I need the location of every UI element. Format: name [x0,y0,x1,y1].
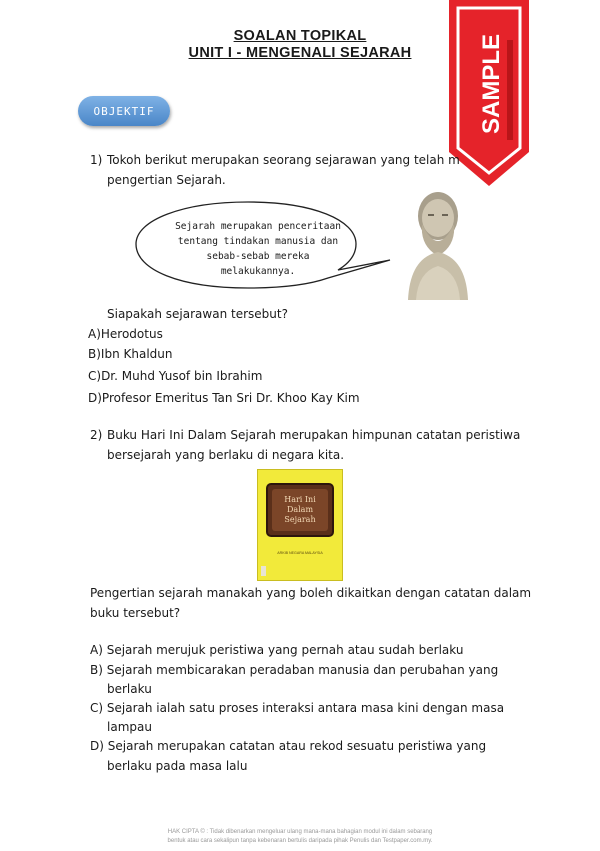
book-title-line: Sejarah [284,515,316,524]
q2-option-b[interactable] [90,663,498,677]
document-subtitle: UNIT I - MENGENALI SEJARAH [188,45,412,61]
bubble-line: melakukannya. [220,266,296,277]
q1-option-d[interactable] [88,391,360,405]
bubble-line: tentang tindakan manusia dan [177,236,339,247]
sample-watermark-text: SAMPLE [478,33,505,134]
q1-text-line1: Tokoh berikut merupakan seorang sejarawan yang telah m [107,153,460,167]
option-key: C) [88,369,102,383]
option-key: D) [88,391,102,405]
option-key: B) [90,663,103,677]
book-title-line: Hari Ini [284,495,316,504]
section-badge-objektif: OBJEKTIF [78,96,170,126]
q2-option-a[interactable] [90,643,463,657]
option-text: Ibn Khaldun [100,347,173,361]
document-title: SOALAN TOPIKAL [233,28,367,44]
q2-question-line1: Pengertian sejarah manakah yang boleh dikaitkan dengan catatan dalam [90,586,532,600]
option-text: Herodotus [100,327,163,341]
option-key: A) [90,643,103,657]
q1-option-a[interactable] [88,327,163,341]
option-text: Sejarah merujuk peristiwa yang pernah atau sudah berlaku [106,643,464,657]
q2-option-d-continuation: berlaku pada masa lalu [107,759,248,773]
q2-text-line1: Buku Hari Ini Dalam Sejarah merupakan himpunan catatan peristiwa [107,428,521,442]
option-text: Dr. Muhd Yusof bin Ibrahim [101,369,263,383]
option-text: Sejarah membicarakan peradaban manusia dan perubahan yang [106,663,499,677]
q2-question-line2: buku tersebut? [90,606,181,620]
q1-text-line2: pengertian Sejarah. [107,173,226,187]
book-cover-image [257,469,343,581]
book-author: ARKIB NEGARA MALAYSIA [277,551,323,555]
q1-option-c[interactable] [88,369,262,383]
bubble-line: sebab-sebab mereka [206,251,310,262]
option-text: Sejarah merupakan catatan atau rekod sesuatu peristiwa yang [107,739,487,753]
q1-question: Siapakah sejarawan tersebut? [107,307,288,321]
option-key: C) [90,701,104,715]
q2-option-c-continuation: lampau [107,720,152,734]
copyright-footer-line1: HAK CIPTA © : Tidak dibenarkan mengeluar ulang mana-mana bahagian modul ini dalam sebarang [167,829,433,835]
option-text: Sejarah ialah satu proses interaksi antara masa kini dengan masa [106,701,505,715]
bubble-line: Sejarah merupakan penceritaan [175,221,341,232]
q2-option-b-continuation: berlaku [107,682,152,696]
q1-option-b[interactable] [88,347,173,361]
q2-option-c[interactable] [90,701,504,715]
copyright-footer-line2: bentuk atau cara sekalipun tanpa kebenaran bertulis daripada pihak Penulis dan Testpaper.com.my. [167,838,433,844]
option-key: A) [88,327,101,341]
q2-text-line2: bersejarah yang berlaku di negara kita. [107,448,345,462]
q1-number: 1) [90,153,103,167]
herodotus-bust-image [398,188,476,300]
q2-option-d[interactable] [90,739,486,753]
option-key: D) [90,739,104,753]
speech-bubble [128,200,398,290]
option-text: Profesor Emeritus Tan Sri Dr. Khoo Kay Kim [101,391,360,405]
book-title-line: Dalam [286,505,314,514]
q2-number: 2) [90,428,103,442]
option-key: B) [88,347,101,361]
